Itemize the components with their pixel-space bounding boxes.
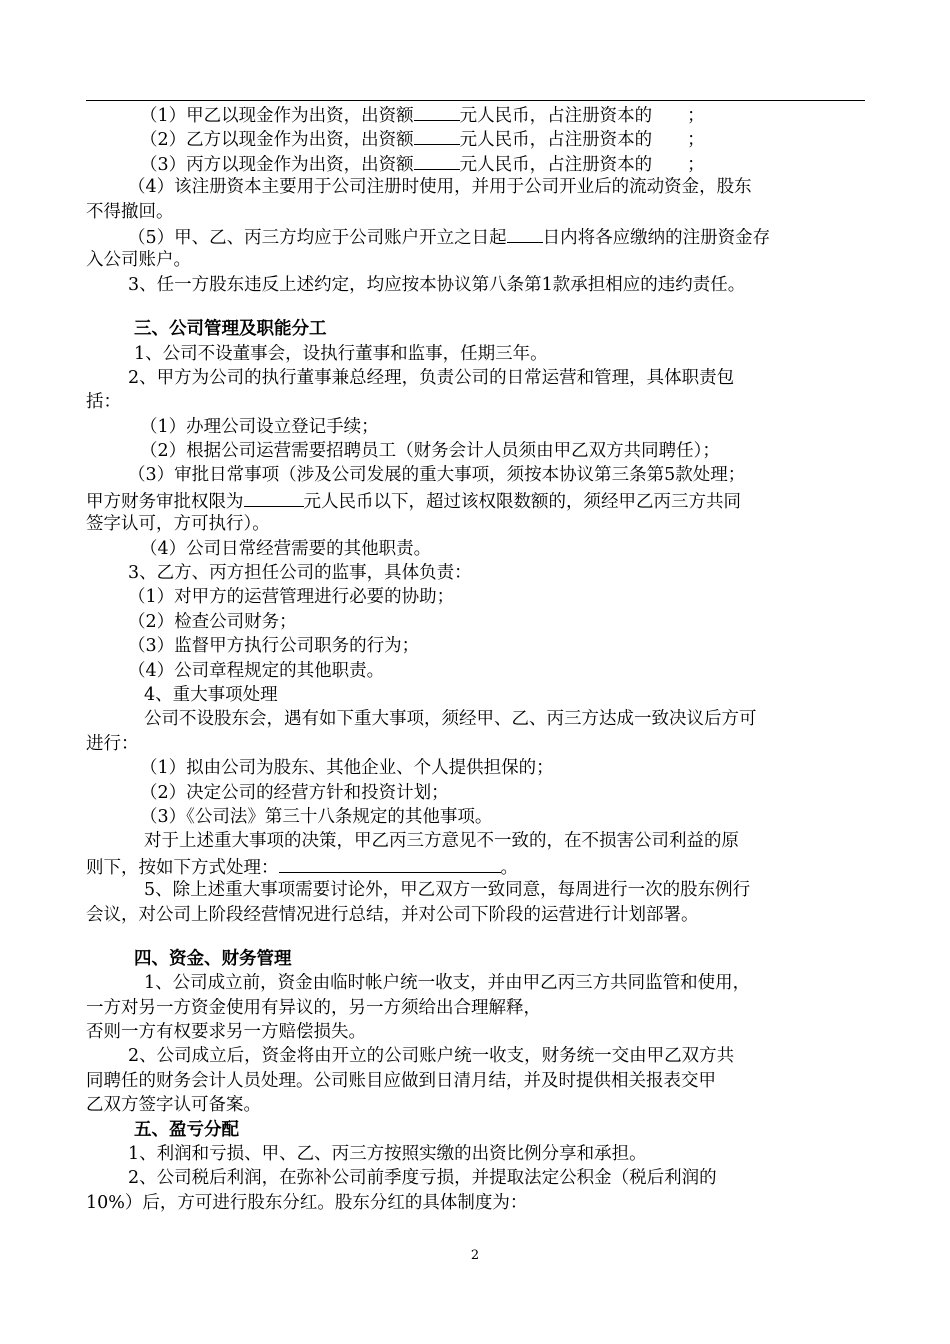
- section-heading-4: 四、资金、财务管理: [134, 948, 292, 969]
- spacer: [86, 297, 871, 317]
- list-item: （2）决定公司的经营方针和投资计划；: [140, 782, 449, 803]
- text-line: 甲方财务审批权限为 元人民币以下，超过该权限数额的，须经甲乙丙三方共同: [86, 488, 871, 512]
- blank-field: [244, 488, 304, 507]
- clause-3: 3、任一方股东违反上述约定，均应按本协议第八条第1款承担相应的违约责任。: [128, 274, 746, 295]
- text-line: 一方对另一方资金使用有异议的，另一方须给出合理解释，: [86, 997, 541, 1018]
- text-line: 3、乙方、丙方担任公司的监事，具体负责：: [128, 563, 472, 584]
- text-line: 入公司账户。: [86, 250, 191, 271]
- blank-field: [279, 854, 501, 873]
- list-item: （1）对甲方的运营管理进行必要的协助；: [128, 587, 455, 608]
- blank-field: [507, 224, 543, 243]
- blank-field: [414, 126, 460, 145]
- text-line: 2、公司税后利润，在弥补公司前季度亏损，并提取法定公积金（税后利润的: [128, 1168, 717, 1189]
- blank-field: [414, 102, 460, 121]
- text-line: 5、除上述重大事项需要讨论外，甲乙双方一致同意，每周进行一次的股东例行: [144, 880, 751, 901]
- document-body: [86, 102, 871, 1215]
- text-line: 1、利润和亏损、甲、乙、丙三方按照实缴的出资比例分享和承担。: [128, 1144, 647, 1165]
- capital-item-4: （4）该注册资本主要用于公司注册时使用，并用于公司开业后的流动资金，股东: [128, 177, 752, 198]
- text-line: 2、甲方为公司的执行董事兼总经理，负责公司的日常运营和管理，具体职责包: [128, 367, 735, 388]
- text-line: 4、重大事项处理: [144, 684, 278, 705]
- text-line: 1、公司不设董事会，设执行董事和监事，任期三年。: [134, 343, 548, 364]
- list-item: （4）公司日常经营需要的其他职责。: [140, 538, 432, 559]
- text-line: 不得撤回。: [86, 201, 174, 222]
- text-line: 括：: [86, 392, 121, 413]
- list-item: （3）审批日常事项（涉及公司发展的重大事项，须按本协议第三条第5款处理；: [128, 465, 746, 486]
- text-line: 公司不设股东会，遇有如下重大事项，须经甲、乙、丙三方达成一致决议后方可: [144, 709, 757, 730]
- list-item: （3）监督甲方执行公司职务的行为；: [128, 636, 420, 657]
- section-heading-5: 五、盈亏分配: [134, 1119, 239, 1140]
- text-line: 1、公司成立前，资金由临时帐户统一收支，并由甲乙丙三方共同监管和使用，: [144, 973, 751, 994]
- text-line: 否则一方有权要求另一方赔偿损失。: [86, 1022, 366, 1043]
- capital-item-1: （1）甲乙以现金作为出资，出资额 元人民币，占注册资本的 ；: [86, 102, 871, 126]
- list-item: （3）《公司法》第三十八条规定的其他事项。: [140, 806, 493, 827]
- capital-item-3: （3）丙方以现金作为出资，出资额 元人民币，占注册资本的 ；: [86, 151, 871, 175]
- spacer: [86, 927, 871, 947]
- text-line: 2、公司成立后，资金将由开立的公司账户统一收支，财务统一交由甲乙双方共: [128, 1046, 735, 1067]
- page-number: 2: [470, 1248, 480, 1263]
- list-item: （4）公司章程规定的其他职责。: [128, 660, 385, 681]
- section-heading-3: 三、公司管理及职能分工: [134, 319, 327, 340]
- list-item: （2）检查公司财务；: [128, 611, 297, 632]
- text-line: 10%）后，方可进行股东分红。股东分红的具体制度为：: [86, 1192, 528, 1213]
- list-item: （1）办理公司设立登记手续；: [140, 416, 379, 437]
- list-item: （1）拟由公司为股东、其他企业、个人提供担保的；: [140, 758, 554, 779]
- blank-field: [414, 151, 460, 170]
- text-line: 对于上述重大事项的决策，甲乙丙三方意见不一致的，在不损害公司利益的原: [144, 831, 739, 852]
- text-line: 会议，对公司上阶段经营情况进行总结，并对公司下阶段的运营进行计划部署。: [86, 904, 699, 925]
- text-line: 签字认可，方可执行）。: [86, 514, 270, 535]
- capital-item-5: （5）甲、乙、丙三方均应于公司账户开立之日起 日内将各应缴纳的注册资金存: [86, 224, 871, 248]
- list-item: （2）根据公司运营需要招聘员工（财务会计人员须由甲乙双方共同聘任）；: [140, 441, 720, 462]
- text-line: 进行：: [86, 733, 139, 754]
- text-line: 同聘任的财务会计人员处理。公司账目应做到日清月结，并及时提供相关报表交甲: [86, 1070, 716, 1091]
- header-rule: [86, 100, 865, 101]
- text-line: 则下，按如下方式处理： 。: [86, 854, 871, 878]
- capital-item-2: （2）乙方以现金作为出资，出资额 元人民币，占注册资本的 ；: [86, 126, 871, 150]
- text-line: 乙双方签字认可备案。: [86, 1095, 261, 1116]
